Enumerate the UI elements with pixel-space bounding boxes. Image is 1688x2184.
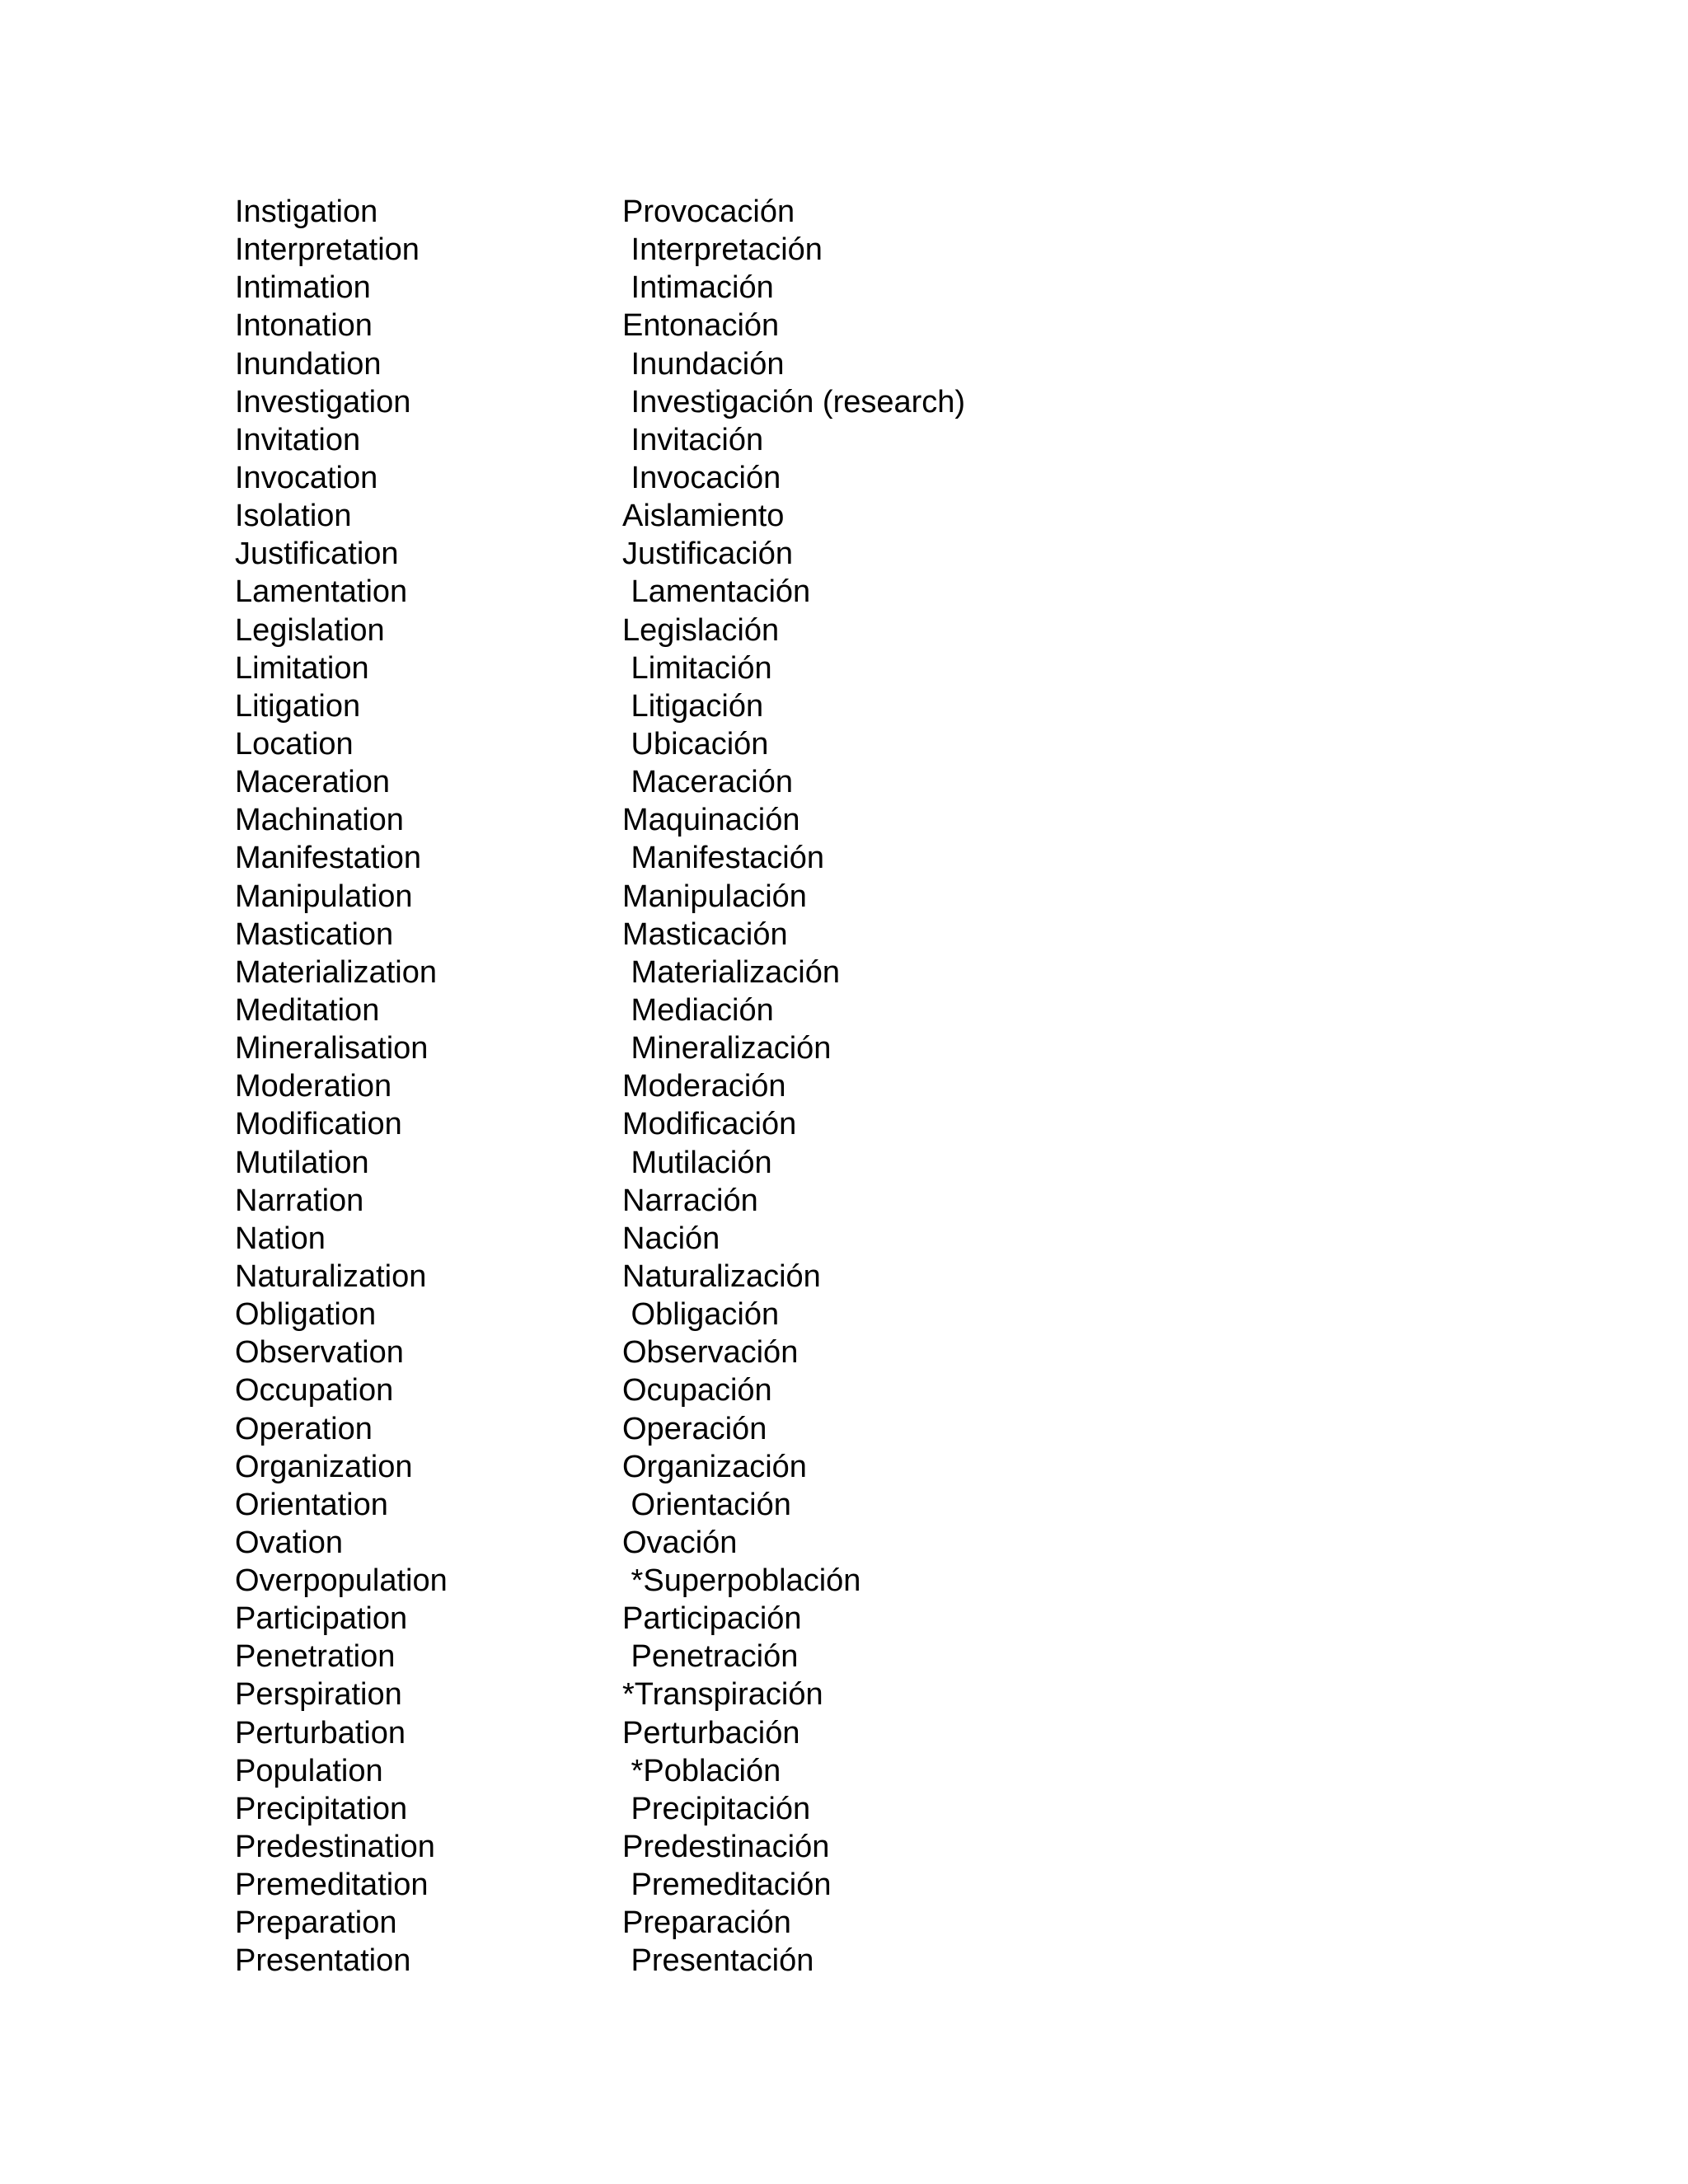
list-item xyxy=(235,1029,1389,1067)
list-item xyxy=(235,1410,1389,1448)
english-term: Legislation xyxy=(235,612,385,648)
list-item xyxy=(235,801,1389,839)
spanish-term: Provocación xyxy=(622,194,795,229)
english-term: Orientation xyxy=(235,1487,388,1522)
spanish-term: Naturalización xyxy=(622,1258,821,1294)
list-item xyxy=(235,725,1389,763)
spanish-term: Narración xyxy=(622,1183,758,1218)
english-term: Presentation xyxy=(235,1943,411,1979)
list-item xyxy=(235,1220,1389,1258)
word-list xyxy=(235,193,1389,1980)
list-item xyxy=(235,193,1389,231)
spanish-term: Penetración xyxy=(622,1639,799,1675)
english-term: Machination xyxy=(235,803,404,838)
english-term: Limitation xyxy=(235,650,369,686)
list-item xyxy=(235,1524,1389,1562)
english-term: Interpretation xyxy=(235,232,420,268)
spanish-term: Inundación xyxy=(622,346,785,382)
list-item xyxy=(235,383,1389,421)
list-item xyxy=(235,1105,1389,1143)
english-term: Inundation xyxy=(235,346,382,382)
spanish-term: Maceración xyxy=(622,765,793,800)
english-term: Materialization xyxy=(235,954,437,990)
spanish-term: Moderación xyxy=(622,1069,786,1104)
english-term: Ovation xyxy=(235,1525,343,1560)
spanish-term: Manipulación xyxy=(622,879,807,914)
english-term: Population xyxy=(235,1753,383,1788)
english-term: Naturalization xyxy=(235,1258,427,1294)
english-term: Preparation xyxy=(235,1905,397,1941)
english-term: Invocation xyxy=(235,460,378,495)
english-term: Invitation xyxy=(235,422,361,457)
english-term: Operation xyxy=(235,1411,373,1446)
spanish-term: Limitación xyxy=(622,650,772,686)
spanish-term: Observación xyxy=(622,1335,799,1371)
list-item xyxy=(235,1904,1389,1942)
list-item xyxy=(235,649,1389,687)
english-term: Maceration xyxy=(235,765,390,800)
list-item xyxy=(235,1942,1389,1980)
english-term: Modification xyxy=(235,1107,402,1142)
list-item xyxy=(235,954,1389,991)
list-item xyxy=(235,1790,1389,1828)
list-item xyxy=(235,1258,1389,1296)
spanish-term: Precipitación xyxy=(622,1791,811,1826)
list-item xyxy=(235,421,1389,459)
english-term: Narration xyxy=(235,1183,364,1218)
english-term: Investigation xyxy=(235,384,411,419)
list-item xyxy=(235,1333,1389,1371)
spanish-term: Operación xyxy=(622,1411,767,1446)
list-item xyxy=(235,612,1389,649)
spanish-term: Premeditación xyxy=(622,1868,832,1903)
spanish-term: Aislamiento xyxy=(622,499,785,534)
english-term: Obligation xyxy=(235,1297,377,1333)
spanish-term: Intimación xyxy=(622,270,774,306)
english-term: Manifestation xyxy=(235,841,422,876)
english-term: Manipulation xyxy=(235,879,413,914)
spanish-term: Orientación xyxy=(622,1487,791,1522)
list-item xyxy=(235,1067,1389,1105)
english-term: Moderation xyxy=(235,1069,392,1104)
spanish-term: Perturbación xyxy=(622,1715,800,1750)
list-item xyxy=(235,345,1389,383)
list-item xyxy=(235,1866,1389,1904)
english-term: Overpopulation xyxy=(235,1563,448,1599)
list-item xyxy=(235,269,1389,307)
spanish-term: Obligación xyxy=(622,1297,780,1333)
english-term: Mineralisation xyxy=(235,1031,429,1066)
list-item xyxy=(235,1371,1389,1409)
english-term: Penetration xyxy=(235,1639,396,1675)
spanish-term: Interpretación xyxy=(622,232,823,268)
spanish-term: Legislación xyxy=(622,612,780,648)
spanish-term: Modificación xyxy=(622,1107,797,1142)
list-item xyxy=(235,878,1389,916)
spanish-term: Justificación xyxy=(622,537,793,572)
spanish-term: *Transpiración xyxy=(622,1677,823,1713)
list-item xyxy=(235,459,1389,497)
list-item xyxy=(235,687,1389,725)
english-term: Precipitation xyxy=(235,1791,408,1826)
list-item xyxy=(235,497,1389,535)
english-term: Justification xyxy=(235,537,399,572)
english-term: Intimation xyxy=(235,270,371,306)
spanish-term: Lamentación xyxy=(622,574,811,610)
list-item xyxy=(235,307,1389,344)
english-term: Mastication xyxy=(235,916,394,952)
english-term: Occupation xyxy=(235,1373,394,1408)
spanish-term: Ubicación xyxy=(622,726,769,762)
english-term: Location xyxy=(235,726,354,762)
spanish-term: Preparación xyxy=(622,1905,791,1941)
list-item xyxy=(235,991,1389,1029)
list-item xyxy=(235,763,1389,801)
spanish-term: *Población xyxy=(622,1753,781,1788)
spanish-term: Ovación xyxy=(622,1525,738,1560)
list-item xyxy=(235,1144,1389,1182)
spanish-term: Litigación xyxy=(622,688,764,724)
spanish-term: Ocupación xyxy=(622,1373,772,1408)
english-term: Litigation xyxy=(235,688,361,724)
list-item xyxy=(235,1182,1389,1220)
list-item xyxy=(235,839,1389,877)
english-term: Lamentation xyxy=(235,574,408,610)
english-term: Isolation xyxy=(235,499,352,534)
spanish-term: Invocación xyxy=(622,460,781,495)
spanish-term: Investigación (research) xyxy=(622,384,966,419)
list-item xyxy=(235,1448,1389,1486)
english-term: Instigation xyxy=(235,194,378,229)
list-item xyxy=(235,535,1389,573)
list-item xyxy=(235,231,1389,269)
list-item xyxy=(235,1296,1389,1333)
list-item xyxy=(235,1828,1389,1866)
english-term: Observation xyxy=(235,1335,404,1371)
spanish-term: Mineralización xyxy=(622,1031,832,1066)
spanish-term: Materialización xyxy=(622,954,840,990)
spanish-term: Predestinación xyxy=(622,1830,830,1865)
spanish-term: Mediación xyxy=(622,992,774,1028)
spanish-term: Invitación xyxy=(622,422,764,457)
english-term: Organization xyxy=(235,1449,413,1484)
english-term: Premeditation xyxy=(235,1868,429,1903)
spanish-term: Manifestación xyxy=(622,841,825,876)
english-term: Meditation xyxy=(235,992,380,1028)
spanish-term: *Superpoblación xyxy=(622,1563,861,1599)
spanish-term: Masticación xyxy=(622,916,788,952)
english-term: Intonation xyxy=(235,308,373,344)
spanish-term: Entonación xyxy=(622,308,780,344)
english-term: Perspiration xyxy=(235,1677,402,1713)
spanish-term: Organización xyxy=(622,1449,807,1484)
spanish-term: Nación xyxy=(622,1221,720,1256)
list-item xyxy=(235,1714,1389,1752)
list-item xyxy=(235,1562,1389,1600)
english-term: Perturbation xyxy=(235,1715,406,1750)
english-term: Mutilation xyxy=(235,1145,369,1180)
spanish-term: Participación xyxy=(622,1601,802,1637)
spanish-term: Maquinación xyxy=(622,803,800,838)
spanish-term: Mutilación xyxy=(622,1145,772,1180)
english-term: Predestination xyxy=(235,1830,435,1865)
english-term: Nation xyxy=(235,1221,326,1256)
list-item xyxy=(235,1486,1389,1524)
list-item xyxy=(235,573,1389,611)
spanish-term: Presentación xyxy=(622,1943,814,1979)
list-item xyxy=(235,1752,1389,1790)
list-item xyxy=(235,916,1389,954)
list-item xyxy=(235,1638,1389,1675)
english-term: Participation xyxy=(235,1601,408,1637)
list-item xyxy=(235,1600,1389,1638)
list-item xyxy=(235,1675,1389,1713)
